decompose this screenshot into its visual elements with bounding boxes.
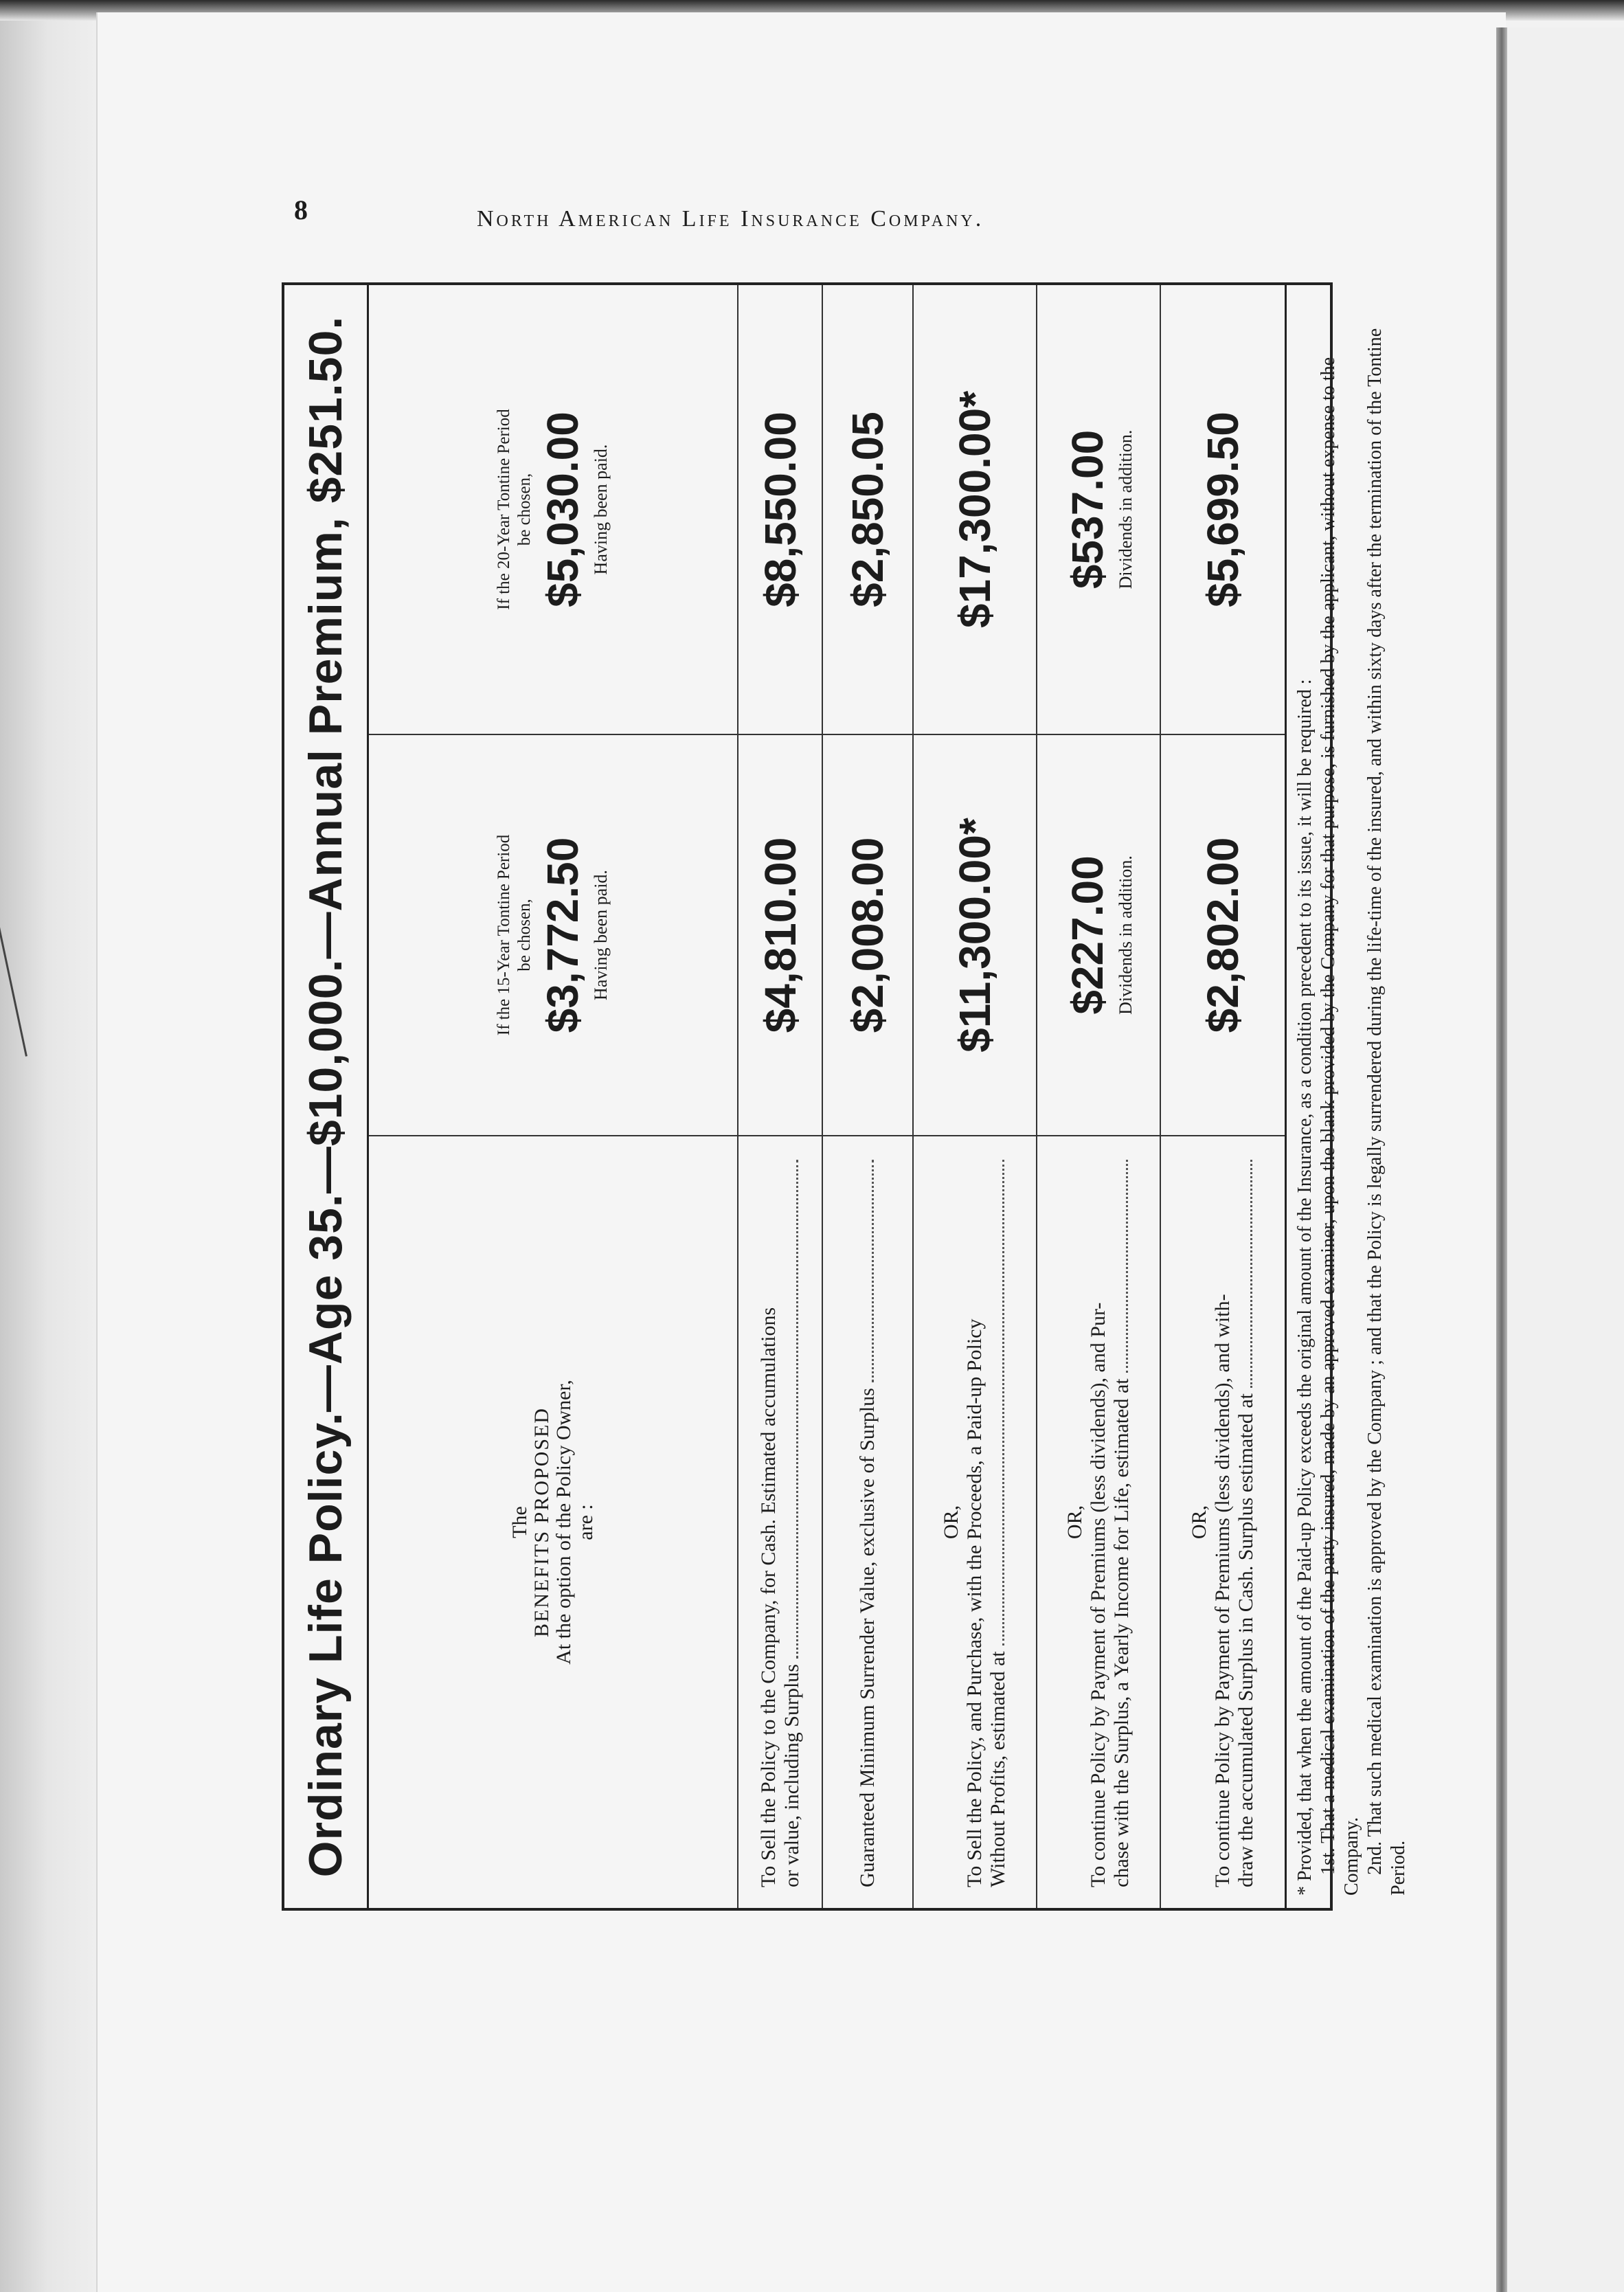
- row-description: To Sell the Policy to the Company, for Cash. Estimated accumulations or value, including Surplus: [738, 1135, 822, 1908]
- header-20-year: If the 20-Year Tontine Period be chosen, $5,030.00 Having been paid.: [495, 409, 611, 610]
- row-description: OR, To continue Policy by Payment of Premiums (less dividends), and Pur- chase with the Surplus, a Yearly Income for Life, estimated at: [1037, 1135, 1160, 1908]
- header-15-year: If the 15-Year Tontine Period be chosen, $3,772.50 Having been paid.: [369, 734, 737, 1135]
- amount-20-year: $17,300.00*: [950, 390, 1000, 629]
- row-description: OR, To continue Policy by Payment of Premiums (less dividends), and with- draw the accumulated Surplus in Cash. Surplus estimated at: [1161, 1135, 1285, 1908]
- amount-20-year: $5,699.50: [1198, 412, 1248, 607]
- amount-20-year: $8,550.00: [755, 412, 805, 607]
- amount-15-year: $4,810.00: [755, 837, 805, 1033]
- leader-dots: [872, 1160, 874, 1382]
- benefits-proposed-label: BENEFITS PROPOSED: [530, 1407, 553, 1637]
- page-gutter: [1496, 27, 1507, 2292]
- benefits-table: [282, 282, 1409, 1911]
- amount-15-year: $3,772.50: [538, 837, 587, 1033]
- table-row: [914, 285, 1037, 1908]
- row-description: OR, To Sell the Policy, and Purchase, with the Proceeds, a Paid-up Policy Without Profits, estimated at: [914, 1135, 1036, 1908]
- table-row: [1161, 285, 1287, 1908]
- leader-dots: [1126, 1160, 1128, 1373]
- page-number: 8: [294, 194, 308, 225]
- table-title: Ordinary Life Policy.—Age 35.—$10,000.—Annual Premium, $251.50.: [284, 285, 369, 1908]
- amount-15-year: $227.00: [1063, 855, 1112, 1015]
- leader-dots: [1002, 1160, 1004, 1645]
- table-row: [823, 285, 914, 1908]
- table-row: OR, To continue Policy by Payment of Premiums (less dividends), and Pur- chase with the Surplus, a Yearly Income for Life, estimated at $227.00 Dividends in addition. $537.00 Dividends in addition.: [1037, 285, 1161, 1908]
- footnote: * Provided, that when the amount of the Paid-up Policy exceeds the original amount of the Insurance, as a condition precedent to its issue, it will be required : 1st. That a medical examination of the party insured, made by an approved examiner, upon the blank provided by the Company for that purpose, is furnished by the applicant, without expense to the Company. 2nd. That such medical examination is approved by the Company ; and that the Policy is legally surrendered during the life-time of the insured, and within sixty days after the termination of the Tontine Period.: [1294, 328, 1409, 1896]
- header-description: The BENEFITS PROPOSED At the option of the Policy Owner, are :: [369, 1135, 737, 1908]
- table-header-row: [369, 285, 738, 1908]
- amount-15-year: $2,802.00: [1198, 837, 1248, 1033]
- leader-dots: [796, 1160, 798, 1659]
- row-description: Guaranteed Minimum Surrender Value, exclusive of Surplus: [823, 1135, 912, 1908]
- amount-20-year: $537.00: [1063, 429, 1112, 589]
- facing-page-edge: [1507, 27, 1624, 2292]
- amount-15-year: $11,300.00*: [950, 818, 1000, 1053]
- leader-dots: [1250, 1160, 1252, 1388]
- table-row: [738, 285, 823, 1908]
- running-head: North American Life Insurance Company.: [477, 206, 984, 232]
- amount-15-year: $2,008.00: [843, 837, 892, 1033]
- amount-20-year: $2,850.05: [843, 412, 892, 607]
- amount-20-year: $5,030.00: [538, 412, 587, 607]
